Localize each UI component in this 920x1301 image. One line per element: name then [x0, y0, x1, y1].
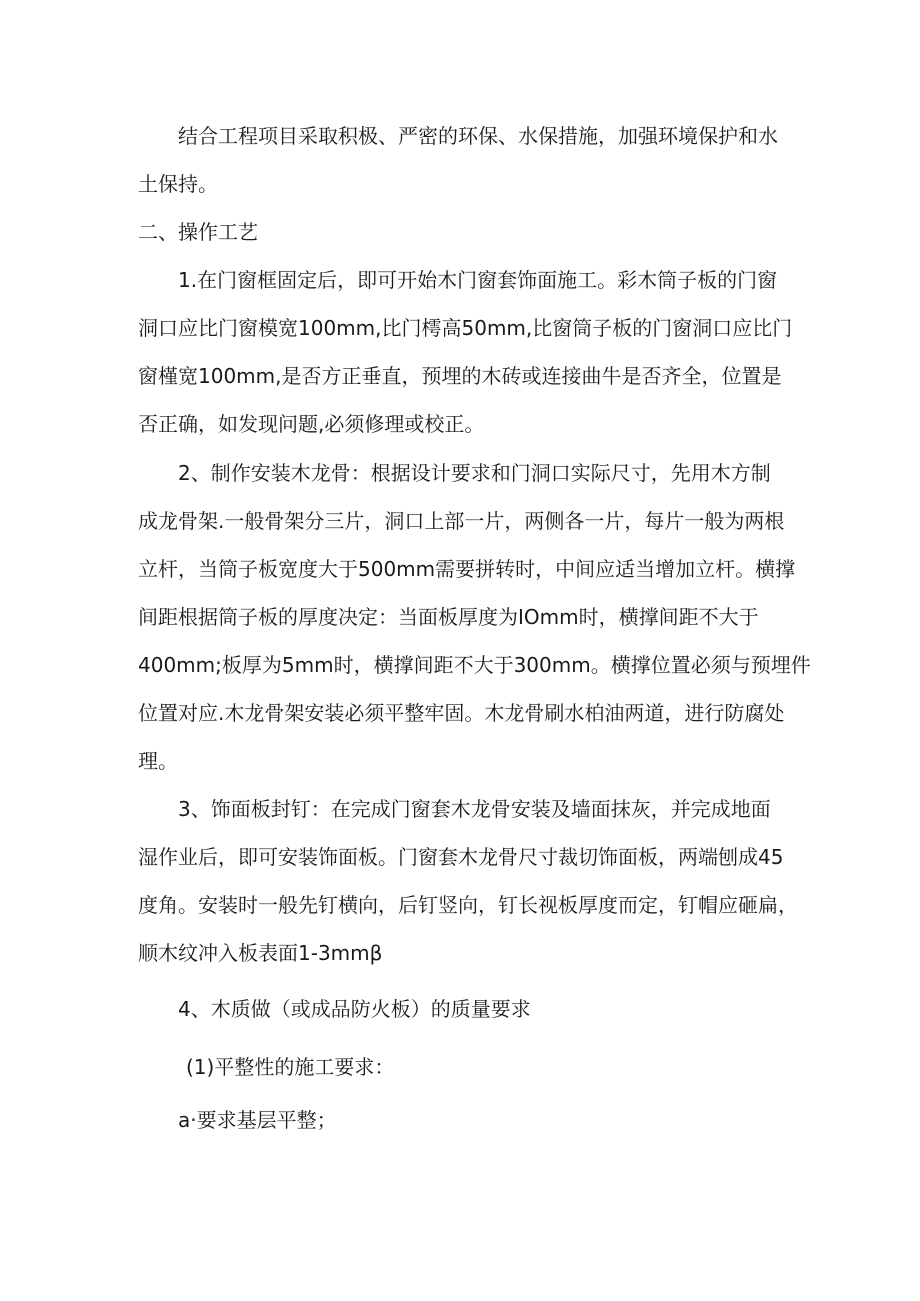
paragraph-line: 理。 [138, 749, 178, 773]
paragraph-line: 土保持。 [138, 172, 218, 196]
paragraph-line: 位置对应.木龙骨架安装必须平整牢固。木龙骨刷水柏油两道，进行防腐处 [138, 701, 785, 725]
paragraph-line: 湿作业后，即可安装饰面板。门窗套木龙骨尺寸裁切饰面板，两端刨成45 [138, 845, 784, 869]
paragraph-line: 顺木纹冲入板表面1-3mmβ [138, 941, 383, 965]
paragraph-line: 3、饰面板封钉：在完成门窗套木龙骨安装及墙面抹灰，并完成地面 [178, 797, 771, 821]
section-heading: 二、操作工艺 [138, 220, 258, 244]
paragraph-line: 度角。安装时一般先钉横向，后钉竖向，钉长视板厚度而定，钉帽应砸扁， [138, 893, 798, 917]
paragraph-line: 2、制作安装木龙骨：根据设计要求和门洞口实际尺寸，先用木方制 [178, 461, 771, 485]
paragraph-line: 立杆，当筒子板宽度大于500mm需要拼转时，中间应适当增加立杆。横撑 [138, 557, 796, 581]
subsection-heading: 4、木质做（或成品防火板）的质量要求 [178, 997, 531, 1021]
paragraph-line: 间距根据筒子板的厚度决定：当面板厚度为IOmm时，横撑间距不大于 [138, 605, 759, 629]
list-item: a·要求基层平整； [178, 1108, 337, 1132]
paragraph-line: 1.在门窗框固定后，即可开始木门窗套饰面施工。彩木筒子板的门窗 [178, 268, 778, 292]
paragraph-line: 成龙骨架.一般骨架分三片，洞口上部一片，两侧各一片，每片一般为两根 [138, 509, 785, 533]
paragraph-line: 400mm;板厚为5mm时，横撑间距不大于300mm。横撑位置必须与预埋件 [138, 653, 811, 677]
paragraph-line: 洞口应比门窗模宽100mm,比门樗高50mm,比窗筒子板的门窗洞口应比门 [138, 316, 793, 340]
paragraph-line: 结合工程项目采取积极、严密的环保、水保措施，加强环境保护和水 [178, 124, 778, 148]
paragraph-line: 窗槿宽100mm,是否方正垂直，预埋的木砖或连接曲牛是否齐全，位置是 [138, 364, 782, 388]
paragraph-line: 否正确，如发现问题,必须修理或校正。 [138, 412, 485, 436]
list-heading: (1)平整性的施工要求： [186, 1055, 395, 1079]
